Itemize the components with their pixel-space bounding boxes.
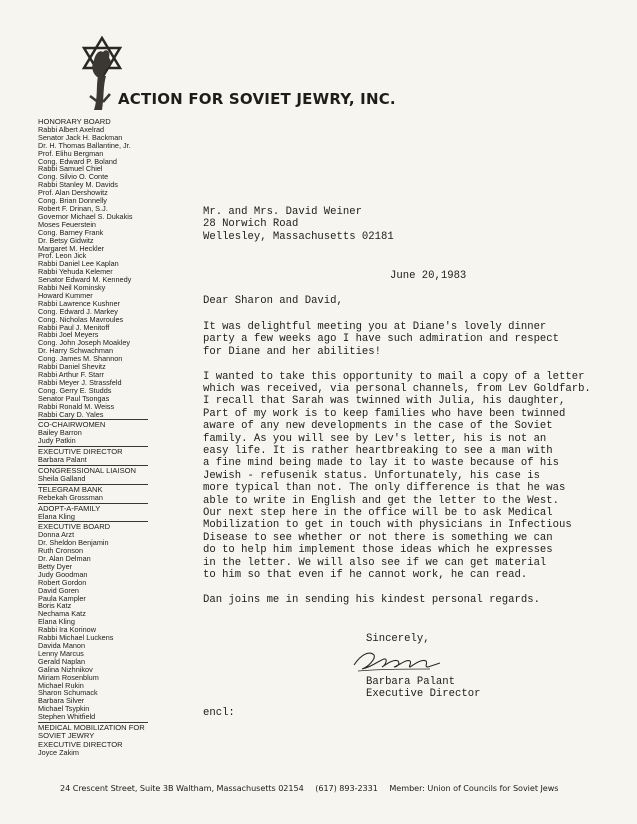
- board-member-name: Dr. H. Thomas Ballantine, Jr.: [38, 140, 131, 150]
- board-member-name: Sharon Schumack: [38, 688, 98, 698]
- board-member-name: Rabbi Ira Korinow: [38, 625, 96, 635]
- letter-line: Mobilization to get in touch with physicians in Infectious: [203, 519, 572, 532]
- letter-line: for Diane and her abilities!: [203, 345, 382, 358]
- letter-line: Part of my work is to keep families who have been twinned: [203, 407, 566, 420]
- letter-line: in the letter. We will also see if we can get material: [203, 556, 547, 569]
- letter-line: do to help him implement those ideas which he expresses: [203, 544, 553, 557]
- board-member-name: Michael Tsypkin: [38, 704, 90, 714]
- board-member-name: Sheila Galland: [38, 473, 86, 483]
- board-member-name: Rabbi Samuel Chiel: [38, 164, 103, 174]
- board-member-name: Robert Gordon: [38, 577, 87, 587]
- address-line: 28 Norwich Road: [203, 218, 299, 231]
- board-member-name: Senator Jack H. Backman: [38, 132, 123, 142]
- section-heading: ADOPT-A-FAMILY: [38, 503, 101, 513]
- enclosure-note: encl:: [203, 707, 235, 719]
- board-member-name: Rabbi Ronald M. Weiss: [38, 401, 115, 411]
- board-member-name: Cong. Gerry E. Studds: [38, 385, 112, 395]
- letter-line: Disease to see whether or not there is something we can: [203, 531, 553, 544]
- board-member-name: Prof. Alan Dershowitz: [38, 188, 108, 198]
- letter-paragraph: [203, 371, 613, 582]
- letter-line: a fine mind being made to lay it to waste because of his: [203, 457, 560, 470]
- organization-name: ACTION FOR SOVIET JEWRY, INC.: [118, 90, 396, 108]
- board-member-name: Cong. Edward P. Boland: [38, 156, 117, 166]
- board-member-name: Prof. Leon Jick: [38, 251, 87, 261]
- board-member-name: Rabbi Stanley M. Davids: [38, 180, 118, 190]
- letter-date: June 20,1983: [390, 270, 467, 282]
- board-member-name: Cong. Silvio O. Conte: [38, 172, 109, 182]
- board-member-name: Gerald Naplan: [38, 656, 86, 666]
- letter-line: party a few weeks ago I have such admiration and respect: [203, 333, 560, 346]
- board-member-name: Elana Kling: [38, 511, 75, 521]
- address-line: Wellesley, Massachusetts 02181: [203, 230, 394, 243]
- letter-paragraph: [203, 321, 613, 358]
- letter-line: It was delightful meeting you at Diane's lovely dinner: [203, 321, 547, 333]
- board-member-name: Senator Paul Tsongas: [38, 393, 110, 403]
- letter-line: aware of any new developments in the case of the Soviet: [203, 420, 553, 433]
- board-member-name: Boris Katz: [38, 601, 72, 611]
- letter-line: more typical than not. The only difference is that he was: [203, 482, 566, 495]
- board-member-name: Moses Feuerstein: [38, 219, 96, 229]
- board-member-name: Donna Arzt: [38, 530, 75, 540]
- board-member-name: Dr. Sheldon Benjamin: [38, 538, 109, 548]
- board-member-name: Howard Kummer: [38, 290, 93, 300]
- board-member-name: Rabbi Cary D. Yales: [38, 409, 104, 419]
- board-member-name: Dr. Betsy Gidwitz: [38, 235, 94, 245]
- handwritten-signature: [348, 645, 444, 675]
- board-member-name: Margaret M. Heckler: [38, 243, 105, 253]
- footer-address: 24 Crescent Street, Suite 3B Waltham, Massachusetts 02154: [60, 783, 304, 793]
- board-sidebar: [38, 118, 188, 758]
- board-member-name: Rabbi Lawrence Kushner: [38, 298, 120, 308]
- telegram-bank-section: [38, 486, 188, 502]
- board-member-name: Dr. Alan Delman: [38, 554, 91, 564]
- executive-board-list: [38, 531, 188, 721]
- board-member-name: Elana Kling: [38, 617, 75, 627]
- board-member-name: Senator Edward M. Kennedy: [38, 275, 132, 285]
- board-member-name: Paula Kampler: [38, 593, 86, 603]
- letter-line: Dan joins me in sending his kindest personal regards.: [203, 593, 540, 606]
- board-member-name: Stephen Whitfield: [38, 712, 96, 722]
- address-line: Mr. and Mrs. David Weiner: [203, 206, 362, 218]
- footer-membership: Member: Union of Councils for Soviet Jews: [389, 783, 559, 793]
- board-member-name: Judy Goodman: [38, 569, 88, 579]
- letter-line: I recall that Sarah was twinned with Julia, his daughter,: [203, 395, 566, 408]
- board-member-name: Judy Patkin: [38, 436, 76, 446]
- section-heading: TELEGRAM BANK: [38, 484, 103, 494]
- board-member-name: Cong. Brian Donnelly: [38, 196, 107, 206]
- board-member-name: Cong. Nicholas Mavroules: [38, 314, 124, 324]
- board-member-name: Bailey Barron: [38, 428, 82, 438]
- congressional-liaison-section: [38, 467, 188, 483]
- board-member-name: Michael Rukin: [38, 680, 84, 690]
- board-member-name: Rabbi Daniel Shevitz: [38, 362, 106, 372]
- section-heading: MEDICAL MOBILIZATION FOR SOVIET JEWRY: [38, 723, 145, 740]
- section-heading: EXECUTIVE DIRECTOR: [38, 447, 123, 457]
- board-member-name: Galina Nizhnikov: [38, 664, 93, 674]
- board-member-name: Rabbi Paul J. Menitoff: [38, 322, 110, 332]
- board-member-name: Rabbi Joel Meyers: [38, 330, 99, 340]
- board-member-name: Cong. James M. Shannon: [38, 354, 123, 364]
- letter-line: Jewish - refusenik status. Unfortunately, his case is: [203, 469, 540, 482]
- honorary-board-section: [38, 118, 188, 418]
- section-heading: CONGRESSIONAL LIAISON: [38, 465, 137, 475]
- board-member-name: Barbara Palant: [38, 455, 87, 465]
- board-member-name: Cong. Barney Frank: [38, 227, 104, 237]
- section-heading: CO-CHAIRWOMEN: [38, 420, 106, 430]
- board-member-name: Rabbi Yehuda Kelemer: [38, 267, 113, 277]
- letter-line: family. As you will see by Lev's letter, his is not an: [203, 432, 547, 445]
- salutation: Dear Sharon and David,: [203, 295, 343, 307]
- board-member-name: Dr. Harry Schwachman: [38, 346, 114, 356]
- board-member-name: Rabbi Michael Luckens: [38, 633, 114, 643]
- letter-line: able to write in English and get the letter to the West.: [203, 494, 560, 507]
- signer-title: Executive Director: [366, 688, 481, 701]
- executive-director-medical-section: [38, 741, 188, 757]
- board-member-name: Davida Manon: [38, 641, 86, 650]
- letter-line: Our next step here in the office will be to ask Medical: [203, 507, 553, 520]
- board-member-name: Rabbi Meyer J. Strassfeld: [38, 377, 122, 387]
- letter-line: easy life. It is rather heartbreaking to see a man with: [203, 445, 553, 458]
- board-member-name: Barbara Silver: [38, 696, 85, 706]
- board-member-name: Miriam Rosenblum: [38, 672, 99, 682]
- board-member-name: Robert F. Drinan, S.J.: [38, 203, 108, 213]
- honorary-board-list: [38, 126, 188, 419]
- executive-director-section: [38, 448, 188, 464]
- board-member-name: Cong. John Joseph Moakley: [38, 338, 131, 348]
- section-heading: EXECUTIVE DIRECTOR: [38, 739, 123, 749]
- executive-board-section: [38, 523, 188, 721]
- board-member-name: Rabbi Albert Axelrad: [38, 124, 105, 134]
- board-member-name: Rebekah Grossman: [38, 492, 103, 502]
- adopt-a-family-section: [38, 505, 188, 521]
- section-heading: EXECUTIVE BOARD: [38, 522, 111, 532]
- board-member-name: Joyce Zakim: [38, 747, 79, 757]
- board-member-name: Lenny Marcus: [38, 648, 84, 658]
- closing: Sincerely,: [366, 633, 430, 645]
- medical-mobilization-section: [38, 724, 188, 740]
- board-member-name: Rabbi Daniel Lee Kaplan: [38, 259, 119, 269]
- footer-phone: (617) 893-2331: [315, 783, 378, 793]
- board-member-name: Betty Dyer: [38, 561, 73, 571]
- board-member-name: Cong. Edward J. Markey: [38, 306, 118, 316]
- letter-line: which was received, via personal channels, from Lev Goldfarb.: [203, 383, 591, 396]
- recipient-address: [203, 206, 613, 243]
- letter-line: to him so that even if he cannot work, he can read.: [203, 569, 528, 582]
- board-member-name: Prof. Elihu Bergman: [38, 148, 104, 158]
- signer-block: [366, 676, 480, 701]
- co-chairwomen-section: [38, 421, 188, 445]
- letter-paragraph: [203, 594, 613, 606]
- letter-body: [203, 321, 613, 619]
- board-member-name: Ruth Cronson: [38, 546, 84, 556]
- board-member-name: Nechama Katz: [38, 609, 86, 619]
- signer-name: Barbara Palant: [366, 676, 456, 688]
- board-member-name: Rabbi Neil Kominsky: [38, 283, 106, 293]
- section-heading: HONORARY BOARD: [38, 117, 111, 126]
- board-member-name: David Goren: [38, 585, 79, 595]
- board-member-name: Governor Michael S. Dukakis: [38, 211, 133, 221]
- board-member-name: Rabbi Arthur F. Starr: [38, 370, 105, 379]
- letter-line: I wanted to take this opportunity to mail a copy of a letter: [203, 370, 585, 383]
- letterhead-footer: [60, 783, 620, 793]
